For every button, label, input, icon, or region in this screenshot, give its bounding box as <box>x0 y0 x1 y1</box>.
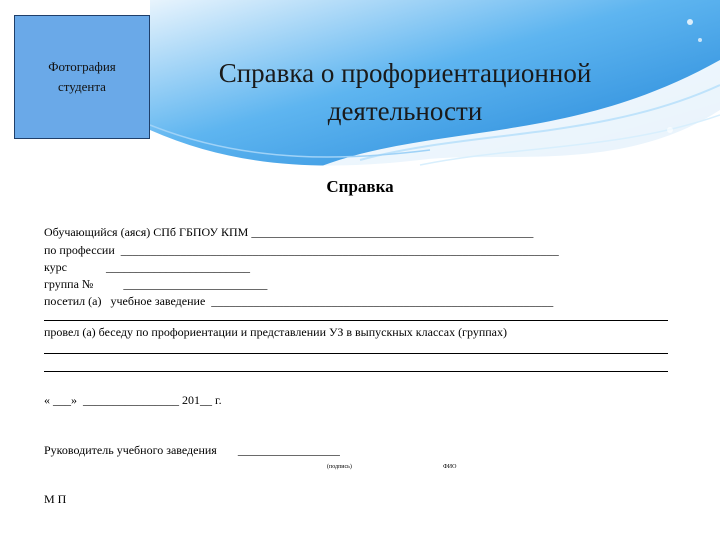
conversation-line: провел (а) беседу по профориентации и представлении УЗ в выпускных классах (группах) <box>44 325 507 339</box>
date-line: « ___» ________________ 201__ г. <box>44 393 222 407</box>
title-line2: деятельности <box>327 96 483 126</box>
document-heading: Справка <box>326 177 394 196</box>
blank-rule <box>44 320 668 321</box>
photo-placeholder <box>14 15 150 139</box>
visited-line: посетил (а) учебное заведение _________________________________________________________ <box>44 294 554 308</box>
group-line: группа № ________________________ <box>44 277 268 291</box>
page-title <box>160 54 650 130</box>
profession-line: по профессии _________________________________________________________________________ <box>44 243 559 257</box>
name-caption: ФИО <box>443 464 457 470</box>
blank-rule <box>44 353 668 354</box>
student-line: Обучающийся (аяся) СПб ГБПОУ КПМ _______________________________________________ <box>44 225 534 239</box>
signature-caption: (подпись) <box>327 464 352 470</box>
blank-rule <box>44 371 668 372</box>
photo-label-line2: студента <box>58 79 106 94</box>
title-line1: Справка о профориентационной <box>218 58 592 88</box>
stamp-label: М П <box>44 492 67 506</box>
photo-label-line1: Фотография <box>48 59 116 74</box>
course-line: курс ________________________ <box>44 260 250 274</box>
head-signature-line: Руководитель учебного заведения _________________ <box>44 443 340 457</box>
